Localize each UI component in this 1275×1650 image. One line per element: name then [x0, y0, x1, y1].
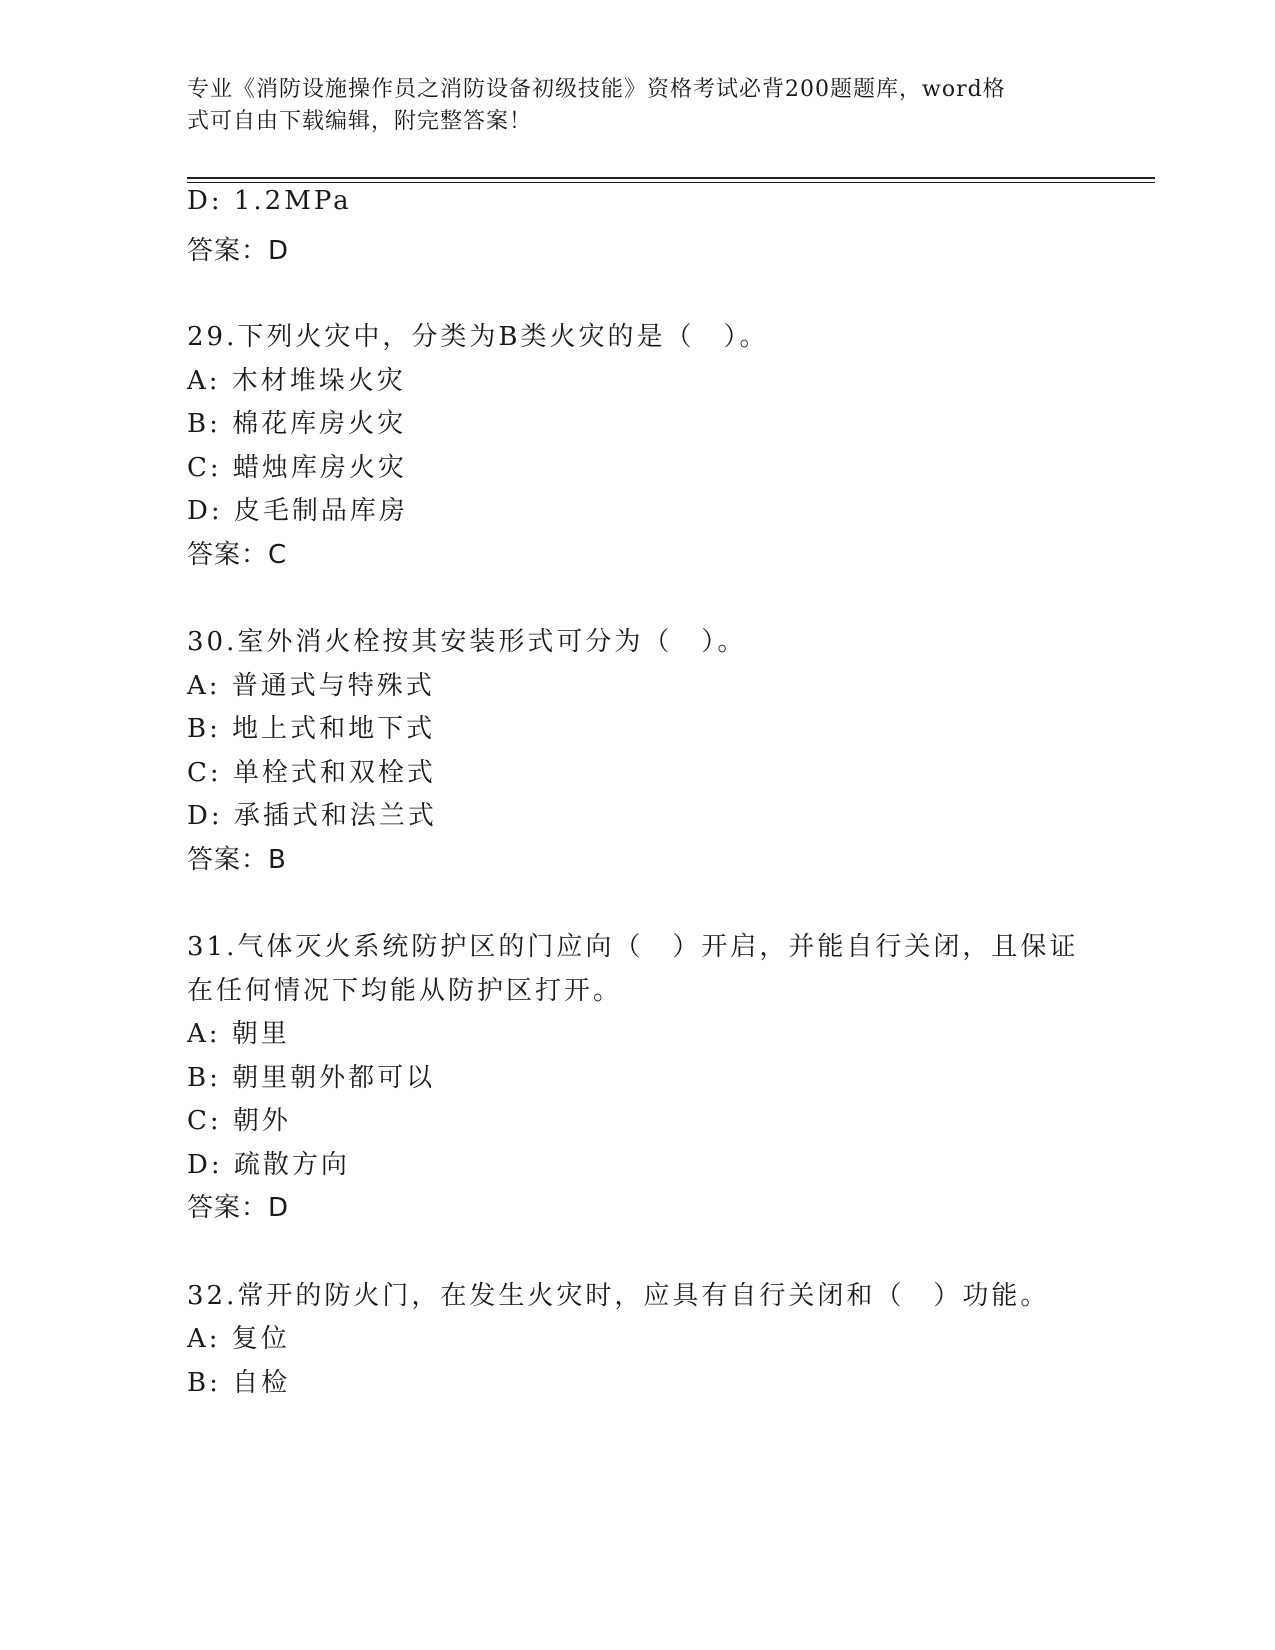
question-29-option-d: D: 皮毛制品库房 [187, 496, 408, 526]
question-30-stem: 30.室外消火栓按其安装形式可分为（ ）。 [187, 627, 747, 657]
question-29-option-b: B: 棉花库房火灾 [187, 409, 407, 439]
question-30-option-a: A: 普通式与特殊式 [187, 671, 435, 701]
question-32-option-a: A: 复位 [187, 1324, 290, 1354]
answer-line: 答案：D [187, 236, 290, 266]
question-31-option-a: A: 朝里 [187, 1019, 290, 1049]
document-header [187, 74, 1067, 138]
question-32-stem: 32.常开的防火门，在发生火灾时，应具有自行关闭和（ ）功能。 [187, 1281, 1050, 1311]
header-line-1: 专业《消防设施操作员之消防设备初级技能》资格考试必背200题题库，word格 [187, 77, 1006, 102]
question-29-answer: 答案：C [187, 540, 288, 570]
question-30-option-d: D: 承插式和法兰式 [187, 801, 437, 831]
header-line-2: 式可自由下载编辑，附完整答案！ [187, 109, 533, 134]
question-31-option-c: C: 朝外 [187, 1106, 291, 1136]
question-31-option-b: B: 朝里朝外都可以 [187, 1063, 436, 1093]
question-30-option-b: B: 地上式和地下式 [187, 714, 436, 744]
question-29-option-a: A: 木材堆垛火灾 [187, 366, 406, 396]
header-rule-thin [187, 182, 1155, 183]
question-30-option-c: C: 单栓式和双栓式 [187, 758, 436, 788]
question-30-answer: 答案：B [187, 845, 287, 875]
question-31-option-d: D: 疏散方向 [187, 1150, 350, 1180]
question-32-option-b: B: 自检 [187, 1368, 291, 1398]
question-29-option-c: C: 蜡烛库房火灾 [187, 453, 407, 483]
question-31-stem-line-1: 31.气体灭火系统防护区的门应向（ ）开启，并能自行关闭，且保证 [187, 932, 1079, 962]
question-31-stem-line-2: 在任何情况下均能从防护区打开。 [187, 976, 623, 1006]
option-d: D: 1.2MPa [187, 186, 352, 216]
question-31-answer: 答案：D [187, 1193, 290, 1223]
question-29-stem: 29.下列火灾中，分类为B类火灾的是（ ）。 [187, 322, 769, 352]
header-rule-thick [187, 177, 1155, 179]
